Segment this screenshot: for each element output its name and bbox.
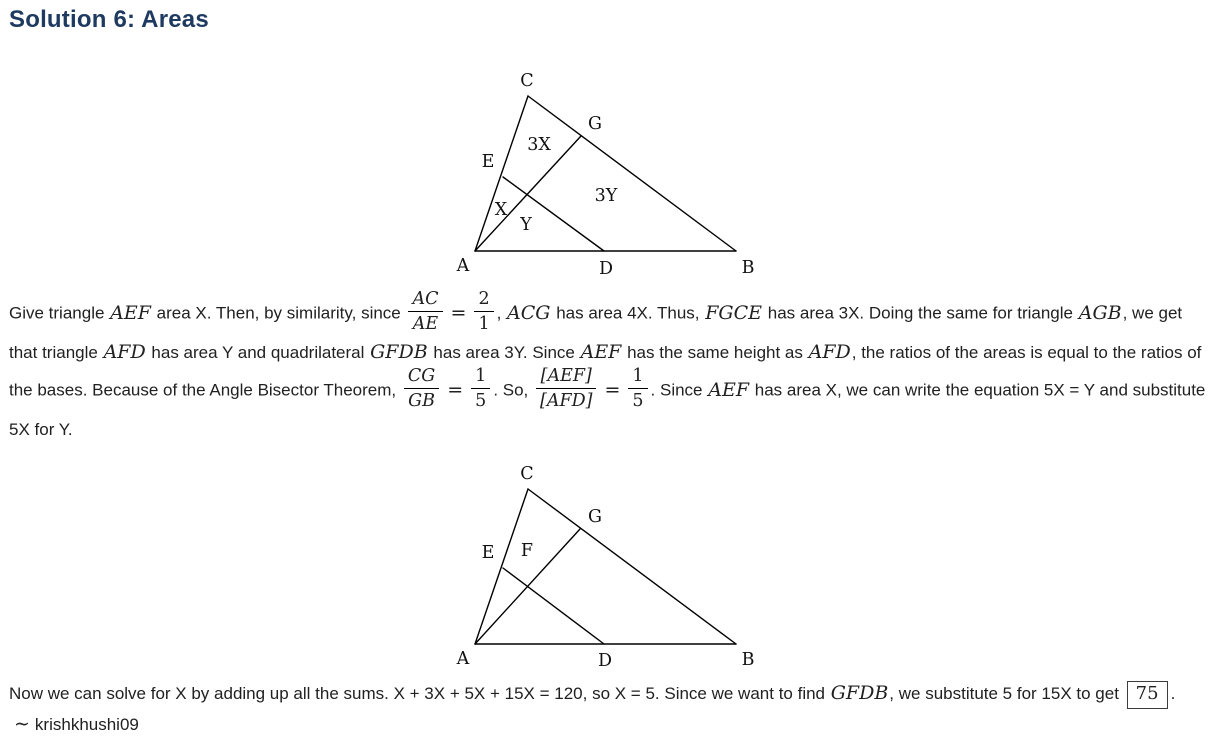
fraction-numerator: 1 xyxy=(471,365,490,389)
fraction-denominator: GB xyxy=(408,391,435,412)
side-CB xyxy=(528,96,736,251)
area-label-X: X xyxy=(494,200,507,220)
text-run: has area 3X. Doing the same for triangle xyxy=(763,303,1078,323)
math-text: AGB xyxy=(1078,301,1122,324)
point-label-D: D xyxy=(598,259,613,277)
inline-fraction xyxy=(628,365,647,411)
vertex-label-B: B xyxy=(741,258,754,277)
fraction-denominator: 5 xyxy=(475,391,487,412)
inline-fraction xyxy=(474,288,493,334)
solution-paragraph-1 xyxy=(9,291,1206,445)
text-run: , the ratios of the areas is equal to the ratios of the bases. Because of the Angle Bisector Theorem, xyxy=(9,343,1202,400)
text-run: , we get that triangle xyxy=(9,303,1183,363)
math-operator: ∼ xyxy=(14,712,30,735)
side-CB xyxy=(528,489,736,644)
math-text: AFD xyxy=(103,341,146,364)
math-text: AEF xyxy=(708,378,750,401)
vertex-label-C: C xyxy=(519,463,534,484)
fraction-numerator: 2 xyxy=(474,288,493,312)
text-run: has area Y and quadrilateral xyxy=(146,343,370,363)
segment-ED xyxy=(503,177,604,251)
text-run: . So, xyxy=(493,380,533,400)
side-AC xyxy=(475,489,528,644)
math-operator: = xyxy=(604,378,621,401)
text-run: has area 4X. Thus, xyxy=(551,303,705,323)
fraction-numerator: AC xyxy=(408,288,442,312)
point-label-F: F xyxy=(520,540,533,561)
fraction-numerator: 1 xyxy=(628,365,647,389)
text-run: has area X, we can write the equation 5X = Y and substitute 5X for Y. xyxy=(9,380,1206,439)
vertex-label-A: A xyxy=(456,648,469,669)
fraction-denominator: AE xyxy=(412,314,439,335)
text-run: , xyxy=(496,303,507,323)
math-text: AEF xyxy=(580,341,622,364)
math-operator: = xyxy=(447,378,464,401)
triangle-diagram-points xyxy=(438,451,778,676)
fraction-denominator: [AFD] xyxy=(540,391,593,412)
math-text: ACG xyxy=(507,301,551,324)
text-run: Give triangle xyxy=(9,303,110,323)
math-text: GFDB xyxy=(830,681,889,704)
text-run: has the same height as xyxy=(622,343,808,363)
vertex-label-C: C xyxy=(519,71,534,91)
text-run: , we substitute 5 for 15X to get xyxy=(889,683,1124,703)
area-label-3Y: 3Y xyxy=(594,186,617,206)
inline-fraction xyxy=(536,365,596,411)
point-label-E: E xyxy=(481,152,494,172)
math-text: FGCE xyxy=(705,301,763,324)
text-run: . Since xyxy=(650,380,708,400)
text-run: Now we can solve for X by adding up all the sums. X + 3X + 5X + 15X = 120, so X = 5. Since we want to find xyxy=(9,683,830,703)
solution-paragraph-2 xyxy=(9,678,1206,740)
fraction-denominator: 1 xyxy=(478,314,490,335)
text-run: area X. Then, by similarity, since xyxy=(151,303,406,323)
area-label-3X: 3X xyxy=(526,135,551,155)
fraction-numerator: CG xyxy=(404,365,439,389)
boxed-answer: 75 xyxy=(1127,681,1168,709)
point-label-D: D xyxy=(597,650,612,671)
vertex-label-B: B xyxy=(741,649,754,670)
point-label-G: G xyxy=(587,114,602,134)
point-label-G: G xyxy=(587,506,602,527)
math-text: GFDB xyxy=(370,341,428,364)
area-label-Y: Y xyxy=(519,215,532,235)
fraction-denominator: 5 xyxy=(632,391,644,412)
text-run: krishkhushi09 xyxy=(34,714,139,734)
inline-fraction xyxy=(408,288,442,334)
page-title: Solution 6: Areas xyxy=(9,6,209,33)
triangle-diagram-areas xyxy=(438,62,778,277)
math-text: AEF xyxy=(110,301,151,324)
text-run: . xyxy=(1170,683,1176,703)
vertex-label-A: A xyxy=(456,256,469,276)
inline-fraction xyxy=(404,365,439,411)
segment-ED xyxy=(503,568,604,644)
point-label-E: E xyxy=(481,542,494,563)
math-text: AFD xyxy=(808,341,851,364)
text-run: has area 3Y. Since xyxy=(428,343,580,363)
fraction-numerator: [AEF] xyxy=(536,365,596,389)
inline-fraction xyxy=(471,365,490,411)
math-operator: = xyxy=(450,301,467,324)
solution-article xyxy=(0,6,1218,740)
